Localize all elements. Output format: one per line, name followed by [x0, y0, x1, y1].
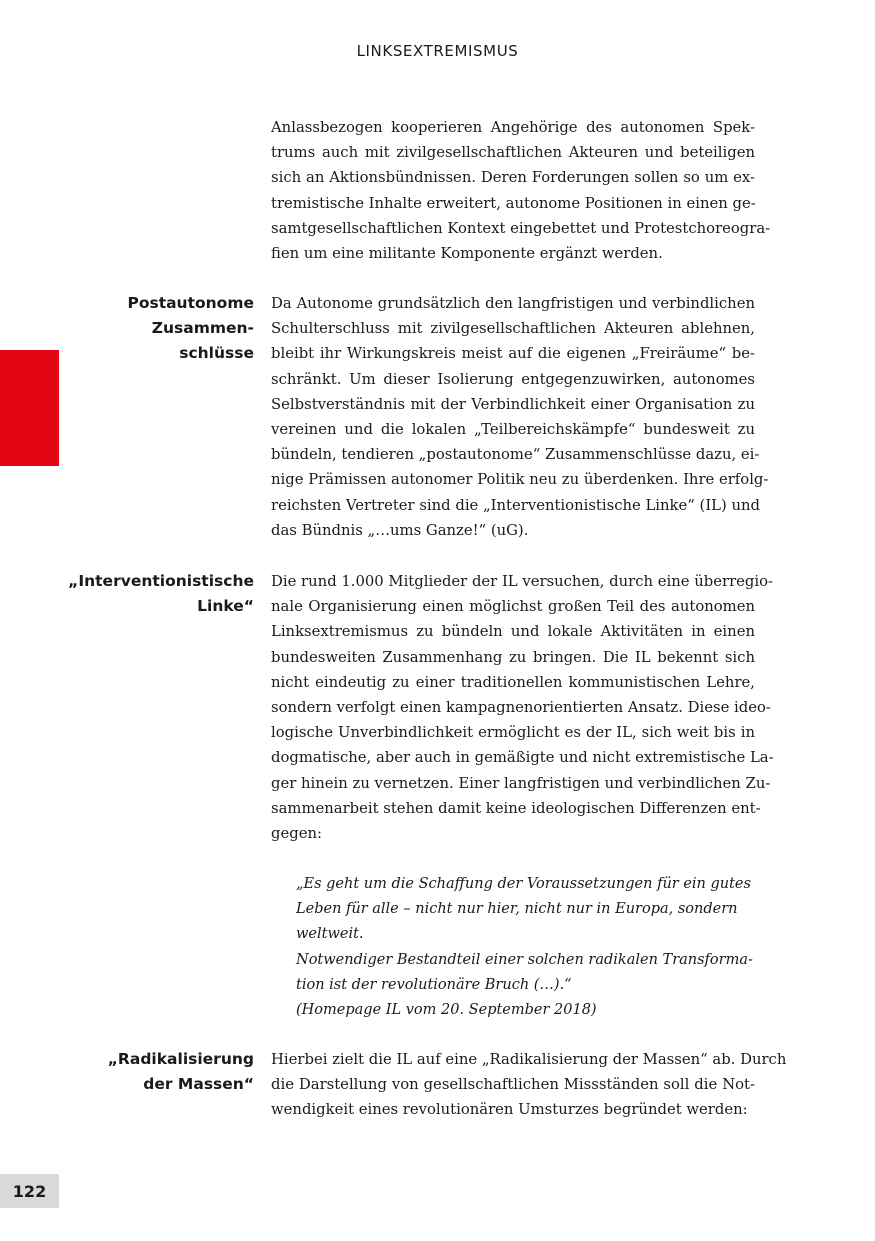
text-line: Da Autonome grundsätzlich den langfristigen und verbindlichen: [271, 295, 755, 312]
margin-heading-line: Zusammen-: [151, 319, 254, 338]
margin-heading-line: schlüsse: [179, 344, 254, 363]
text-line: nige Prämissen autonomer Politik neu zu überdenken. Ihre erfolg-: [271, 471, 769, 489]
margin-heading-radikalisierung: [60, 1047, 254, 1097]
block-quote: [296, 872, 753, 1023]
text-line: vereinen und die lokalen „Teilbereichskämpfe“ bundesweit zu: [271, 421, 755, 439]
quote-line: tion ist der revolutionäre Bruch (…).“: [296, 976, 572, 993]
text-line: nicht eindeutig zu einer traditionellen kommunistischen Lehre,: [271, 673, 755, 691]
margin-heading-line: „Radikalisierung: [107, 1050, 254, 1068]
margin-heading-postautonome: [60, 291, 254, 367]
paragraph-interventionistische-linke: [271, 569, 774, 846]
text-line: Die rund 1.000 Mitglieder der IL versuchen, durch eine überregio-: [271, 573, 774, 590]
text-line: bundesweiten Zusammenhang zu bringen. Die IL bekennt sich: [271, 648, 755, 666]
text-line: schränkt. Um dieser Isolierung entgegenzuwirken, autonomes: [271, 370, 755, 388]
text-line: sammenarbeit stehen damit keine ideologischen Differenzen ent-: [271, 799, 761, 817]
quote-line: Leben für alle – nicht nur hier, nicht nur in Europa, sondern: [296, 901, 738, 918]
text-line: logische Unverbindlichkeit ermöglicht es der IL, sich weit bis in: [271, 724, 755, 742]
text-line: trums auch mit zivilgesellschaftlichen Akteuren und beteiligen: [271, 144, 755, 162]
text-line: das Bündnis „…ums Ganze!“ (uG).: [271, 521, 529, 539]
text-line: nale Organisierung einen möglichst großen Teil des autonomen: [271, 598, 755, 616]
text-line: fien um eine militante Komponente ergänzt werden.: [271, 245, 663, 263]
text-line: bündeln, tendieren „postautonome“ Zusammenschlüsse dazu, ei-: [271, 446, 760, 464]
text-line: Anlassbezogen kooperieren Angehörige des autonomen Spek-: [271, 119, 755, 136]
margin-heading-interventionistische-linke: [60, 569, 254, 619]
paragraph-radikalisierung: [271, 1047, 787, 1123]
margin-heading-line: Linke“: [197, 597, 254, 616]
text-line: sondern verfolgt einen kampagnenorientierten Ansatz. Diese ideo-: [271, 699, 771, 717]
paragraph-postautonome: [271, 291, 769, 543]
text-line: bleibt ihr Wirkungskreis meist auf die eigenen „Freiräume“ be-: [271, 345, 755, 363]
text-line: ger hinein zu vernetzen. Einer langfristigen und verbindlichen Zu-: [271, 774, 771, 792]
text-line: Linksextremismus zu bündeln und lokale Aktivitäten in einen: [271, 623, 755, 641]
text-line: dogmatische, aber auch in gemäßigte und nicht extremistische La-: [271, 749, 774, 767]
running-header: LINKSEXTREMISMUS: [356, 42, 519, 60]
text-line: sich an Aktionsbündnissen. Deren Forderungen sollen so um ex-: [271, 169, 755, 187]
text-line: Selbstverständnis mit der Verbindlichkeit einer Organisation zu: [271, 395, 755, 413]
page-number: 122: [0, 1174, 59, 1208]
text-line: samtgesellschaftlichen Kontext eingebettet und Protestchoreogra-: [271, 219, 771, 237]
text-line: wendigkeit eines revolutionären Umsturzes begründet werden:: [271, 1101, 748, 1119]
text-line: reichsten Vertreter sind die „Interventionistische Linke“ (IL) und: [271, 496, 761, 514]
quote-source: (Homepage IL vom 20. September 2018): [296, 1002, 597, 1019]
text-line: die Darstellung von gesellschaftlichen Missständen soll die Not-: [271, 1076, 755, 1094]
margin-heading-line: „Interventionistische: [68, 572, 254, 590]
text-line: tremistische Inhalte erweitert, autonome Positionen in einen ge-: [271, 194, 756, 212]
text-line: Schulterschluss mit zivilgesellschaftlichen Akteuren ablehnen,: [271, 320, 755, 338]
text-line: gegen:: [271, 825, 322, 843]
text-line: Hierbei zielt die IL auf eine „Radikalisierung der Massen“ ab. Durch: [271, 1051, 787, 1068]
quote-line: Notwendiger Bestandteil einer solchen radikalen Transforma-: [296, 951, 753, 968]
margin-heading-line: der Massen“: [143, 1075, 254, 1094]
quote-line: „Es geht um die Schaffung der Voraussetzungen für ein gutes: [296, 876, 751, 892]
chapter-marker-tab: [0, 350, 59, 466]
intro-paragraph: [271, 115, 771, 266]
margin-heading-line: Postautonome: [127, 294, 254, 312]
quote-line: weltweit.: [296, 926, 364, 943]
